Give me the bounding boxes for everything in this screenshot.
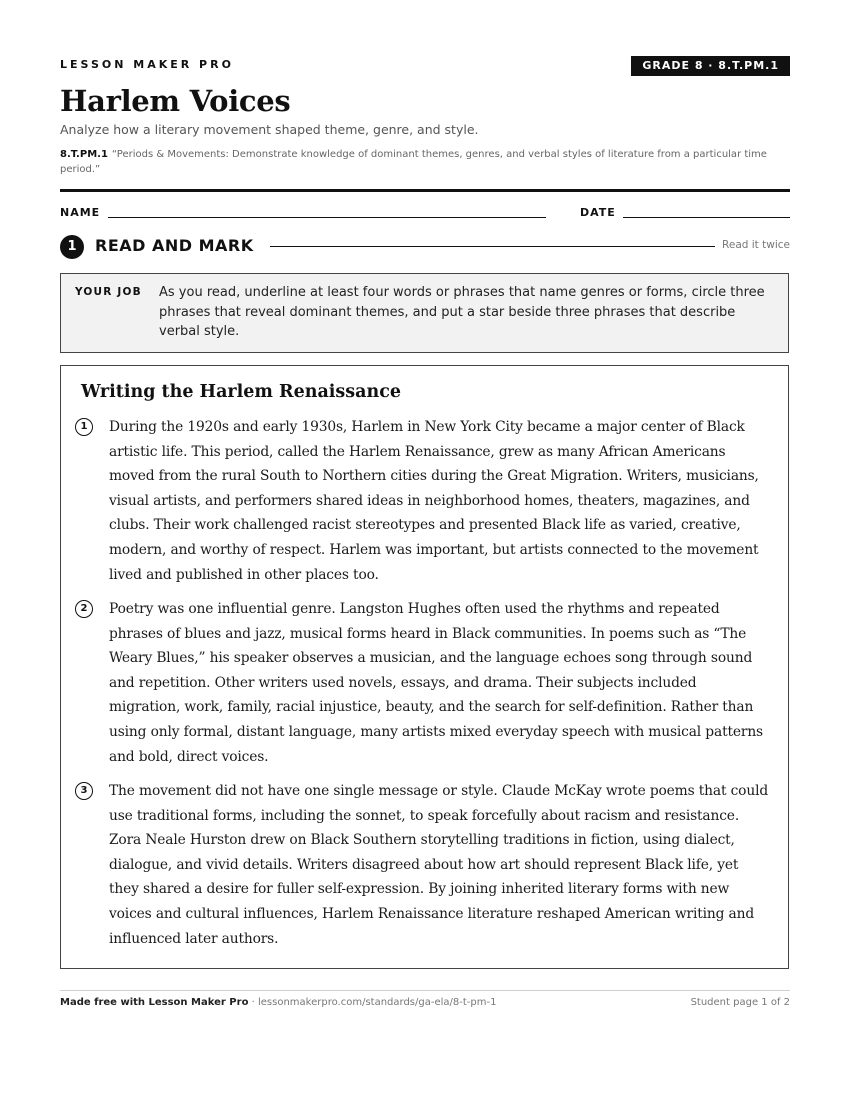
name-label: NAME bbox=[60, 206, 101, 219]
passage-title: Writing the Harlem Renaissance bbox=[81, 382, 401, 402]
paragraph-text: The movement did not have one single message or style. Claude McKay wrote poems that could use traditional forms, including the sonnet, to speak forcefully about racism and resistance. Zora Neale Hurston drew on Black Southern storytelling traditions in fiction, using dialect, dialogue, and vivid details. Writers disagreed about how art should represent Black life, yet they shared a desire for fuller self-expression. By joining inherited literary forms with new voices and cultural influences, Harlem Renaissance literature reshaped American writing and influenced later authors. bbox=[109, 783, 769, 947]
grade-badge: GRADE 8 · 8.T.PM.1 bbox=[631, 56, 790, 76]
paragraph-text: Poetry was one influential genre. Langston Hughes often used the rhythms and repeated phrases of blues and jazz, musical forms heard in Black communities. In poems such as “The Weary Blues,” his speaker observes a musician, and the language echoes song through sound and repetition. Other writers used novels, essays, and drama. Their subjects included migration, work, family, racial injustice, beauty, and the search for self-definition. Rather than using only formal, distant language, many artists mixed everyday speech with musical patterns and bold, direct voices. bbox=[109, 601, 763, 765]
job-instructions-box bbox=[60, 273, 789, 353]
standard-statement bbox=[60, 147, 790, 177]
paragraph-number: 1 bbox=[75, 418, 93, 436]
footer-made-with: Made free with Lesson Maker Pro bbox=[60, 997, 249, 1008]
standard-text: “Periods & Movements: Demonstrate knowledge of dominant themes, genres, and verbal styles of literature from a particular time period.” bbox=[60, 149, 767, 175]
footer-url[interactable]: · lessonmakerpro.com/standards/ga-ela/8-t-pm-1 bbox=[251, 997, 497, 1008]
header bbox=[60, 56, 790, 78]
date-label: DATE bbox=[580, 206, 616, 219]
reading-passage bbox=[60, 365, 789, 969]
name-field[interactable] bbox=[108, 217, 546, 218]
paragraph-number: 2 bbox=[75, 600, 93, 618]
section-number: 1 bbox=[60, 235, 84, 259]
brand-name: LESSON MAKER PRO bbox=[60, 58, 234, 71]
paragraph-number: 3 bbox=[75, 782, 93, 800]
footer-page-number: Student page 1 of 2 bbox=[690, 997, 790, 1008]
page-subtitle: Analyze how a literary movement shaped theme, genre, and style. bbox=[60, 122, 479, 137]
section-rule bbox=[270, 246, 715, 247]
footer-credit bbox=[60, 997, 496, 1008]
page-title: Harlem Voices bbox=[60, 84, 291, 118]
job-label: YOUR JOB bbox=[75, 286, 142, 298]
standard-code: 8.T.PM.1 bbox=[60, 149, 108, 160]
section-note: Read it twice bbox=[722, 239, 790, 251]
section-header bbox=[60, 235, 790, 259]
date-field[interactable] bbox=[623, 217, 790, 218]
job-text: As you read, underline at least four words or phrases that name genres or forms, circle three phrases that reveal dominant themes, and put a star beside three phrases that describe verbal style. bbox=[159, 285, 765, 339]
name-date-row bbox=[60, 204, 790, 222]
footer-divider bbox=[60, 990, 790, 991]
header-divider bbox=[60, 189, 790, 192]
section-title: READ AND MARK bbox=[95, 236, 254, 255]
paragraph-text: During the 1920s and early 1930s, Harlem in New York City became a major center of Black artistic life. This period, called the Harlem Renaissance, grew as many African Americans moved from the rural South to Northern cities during the Great Migration. Writers, musicians, visual artists, and performers shared ideas in neighborhood homes, theaters, magazines, and clubs. Their work challenged racist stereotypes and presented Black life as varied, creative, modern, and worthy of respect. Harlem was important, but artists connected to the movement lived and published in other places too. bbox=[109, 419, 759, 583]
